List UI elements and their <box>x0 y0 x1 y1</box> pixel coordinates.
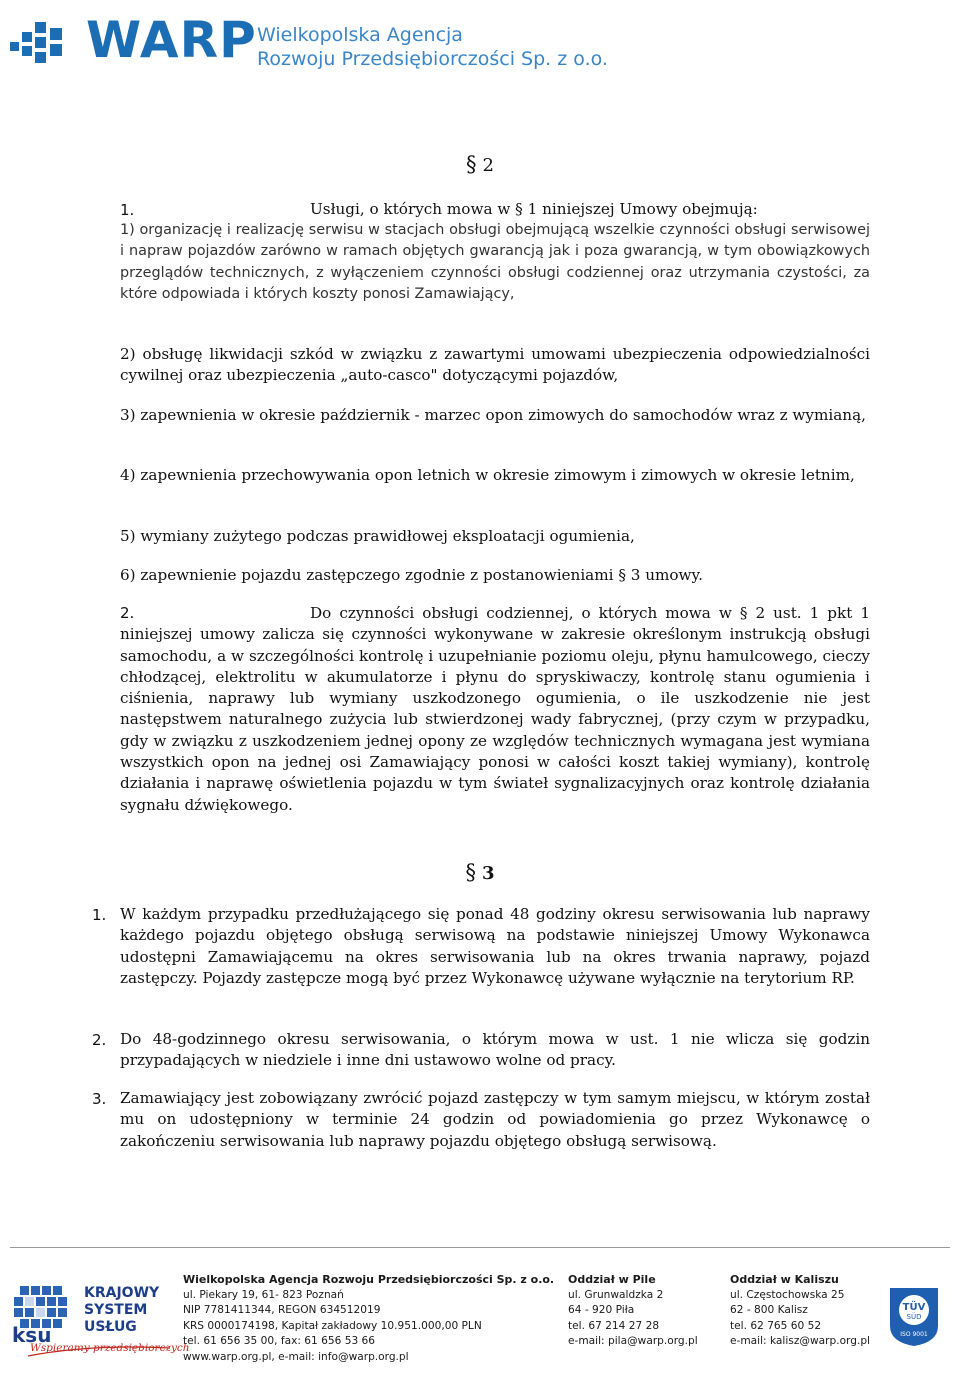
tuv-sub: SÜD <box>906 1313 922 1321</box>
agency-name-line2: Rozwoju Przedsiębiorczości Sp. z o.o. <box>257 48 608 70</box>
ksu-line-3: USŁUG <box>84 1319 137 1335</box>
hq-phone: tel. 61 656 35 00, fax: 61 656 53 66 <box>183 1335 376 1348</box>
pila-city: 64 - 920 Piła <box>568 1304 635 1317</box>
section-3-item-3-number: 3. <box>92 1090 107 1108</box>
kalisz-email: e-mail: kalisz@warp.org.pl <box>730 1335 870 1348</box>
pila-phone: tel. 67 214 27 28 <box>568 1319 660 1332</box>
kalisz-city: 62 - 800 Kalisz <box>730 1304 808 1317</box>
kalisz-name: Oddział w Kaliszu <box>730 1273 839 1286</box>
ksu-line-1: KRAJOWY <box>84 1285 160 1301</box>
section-2-item-1-sub-4: 4) zapewnienia przechowywania opon letnich w okresie zimowym i zimowych w okresie letnim, <box>120 466 855 484</box>
ksu-tagline: Wspieramy przedsiębiorczych <box>30 1342 190 1354</box>
hq-krs: KRS 0000174198, Kapitał zakładowy 10.951.000,00 PLN <box>183 1319 482 1332</box>
kalisz-address: ul. Częstochowska 25 <box>730 1288 845 1301</box>
pila-email: e-mail: pila@warp.org.pl <box>568 1335 698 1348</box>
section-2-item-1-lead: Usługi, o których mowa w § 1 niniejszej Umowy obejmują: <box>310 200 758 218</box>
footer-divider <box>10 1247 950 1248</box>
section-2-item-2-text: Do czynności obsługi codziennej, o których mowa w § 2 ust. 1 pkt 1 niniejszej umowy zalicza się czynności wykonywane w zakresie określonym instrukcją obsługi samochodu, a w szczególności kontrolę i uzupełnianie poziomu oleju, płynu hamulcowego, cieczy chłodzącej, elektrolitu w akumulatorze i płynu do spryskiwaczy, kontrolę stanu ogumienia i ciśnienia, naprawy lub wymiany uszkodzonego ogumienia, o ile uszkodzenie nie jest następstwem naturalnego zużycia lub stwierdzonej wady fabrycznej, (przy czym w przypadku, gdy w związku z uszkodzeniem jednej opony ze względów technicznych wymagana jest wymiana wszystkich opon na jednej osi Zamawiający ponosi w całości koszt takiej wymiany), kontrolę działania i naprawę oświetlenia pojazdu w tym świateł sygnalizacyjnych oraz kontrolę działania sygnału dźwiękowego. <box>120 604 870 814</box>
tuv-certificate-badge <box>886 1286 942 1348</box>
hq-name: Wielkopolska Agencja Rozwoju Przedsiębiorczości Sp. z o.o. <box>183 1273 555 1286</box>
warp-logo-mark <box>10 20 70 70</box>
footer-headquarters <box>183 1272 554 1366</box>
footer-branch-kalisz <box>730 1272 870 1350</box>
agency-name <box>257 23 608 71</box>
section-2-item-1-sub-6: 6) zapewnienie pojazdu zastępczego zgodnie z postanowieniami § 3 umowy. <box>120 566 703 584</box>
section-3-item-2-number: 2. <box>92 1031 107 1049</box>
ksu-abbr: ksu <box>12 1323 52 1347</box>
section-2-item-1-sub-5: 5) wymiany zużytego podczas prawidłowej eksploatacji ogumienia, <box>120 527 635 545</box>
section-3-item-3-text: Zamawiający jest zobowiązany zwrócić pojazd zastępczy w tym samym miejscu, w którym został mu on udostępniony w terminie 24 godzin od powiadomienia go przez Wykonawcę o zakończeniu serwisowania lub naprawy pojazdu objętego obsługą serwisową. <box>120 1089 870 1150</box>
section-number: 3 <box>481 863 495 884</box>
warp-logo-text: WARP <box>86 11 257 69</box>
ksu-line-2: SYSTEM <box>84 1302 148 1318</box>
section-number: 2 <box>482 155 494 176</box>
pila-name: Oddział w Pile <box>568 1273 656 1286</box>
tuv-iso: ISO 9001 <box>900 1331 928 1338</box>
section-symbol: § <box>466 152 477 176</box>
tuv-text: TÜV <box>902 1302 926 1313</box>
hq-ids: NIP 7781411344, REGON 634512019 <box>183 1304 381 1317</box>
section-2-item-1-sub-3: 3) zapewnienia w okresie październik - marzec opon zimowych do samochodów wraz z wymianą, <box>120 406 866 424</box>
section-2-item-2-number: 2. <box>120 604 135 622</box>
page-header <box>10 11 950 74</box>
hq-address: ul. Piekary 19, 61- 823 Poznań <box>183 1288 344 1301</box>
section-3-item-1-text: W każdym przypadku przedłużającego się ponad 48 godziny okresu serwisowania lub naprawy każdego pojazdu objętego obsługą serwisową na podstawie niniejszej Umowy Wykonawca udostępni Zamawiającemu na okres serwisowania lub na okres trwania naprawy, pojazd zastępczy. Pojazdy zastępcze mogą być przez Wykonawcę używane wyłącznie na terytorium RP. <box>120 905 870 987</box>
section-2-heading <box>440 152 520 176</box>
section-2-item-1-sub-2: 2) obsługę likwidacji szkód w związku z zawartymi umowami ubezpieczenia odpowiedzialności cywilnej oraz ubezpieczenia „auto-casco" dotyczącymi pojazdów, <box>120 345 870 385</box>
ksu-wordmark <box>84 1285 169 1336</box>
section-3-item-1-number: 1. <box>92 906 107 924</box>
section-3-item-2-text: Do 48-godzinnego okresu serwisowania, o którym mowa w ust. 1 nie wlicza się godzin przypadających w niedziele i inne dni ustawowo wolne od pracy. <box>120 1030 870 1070</box>
footer-branch-pila <box>568 1272 698 1350</box>
section-2-item-1-sub-1: 1) organizację i realizację serwisu w stacjach obsługi obejmującą wszelkie czynności obsługi serwisowej i napraw pojazdów zarówno w ramach objętych gwarancją jak i poza gwarancją, w tym obowiązkowych przeglądów technicznych, z wyłączeniem czynności obsługi codziennej oraz utrzymania czystości, za które odpowiada i których koszty ponosi Zamawiający, <box>120 222 870 302</box>
hq-web: www.warp.org.pl, e-mail: info@warp.org.pl <box>183 1350 409 1363</box>
pila-address: ul. Grunwaldzka 2 <box>568 1288 664 1301</box>
section-3-heading <box>440 860 520 884</box>
agency-name-line1: Wielkopolska Agencja <box>257 24 463 46</box>
section-symbol: § <box>465 860 476 884</box>
kalisz-phone: tel. 62 765 60 52 <box>730 1319 822 1332</box>
section-2-item-1-number: 1. <box>120 201 135 219</box>
